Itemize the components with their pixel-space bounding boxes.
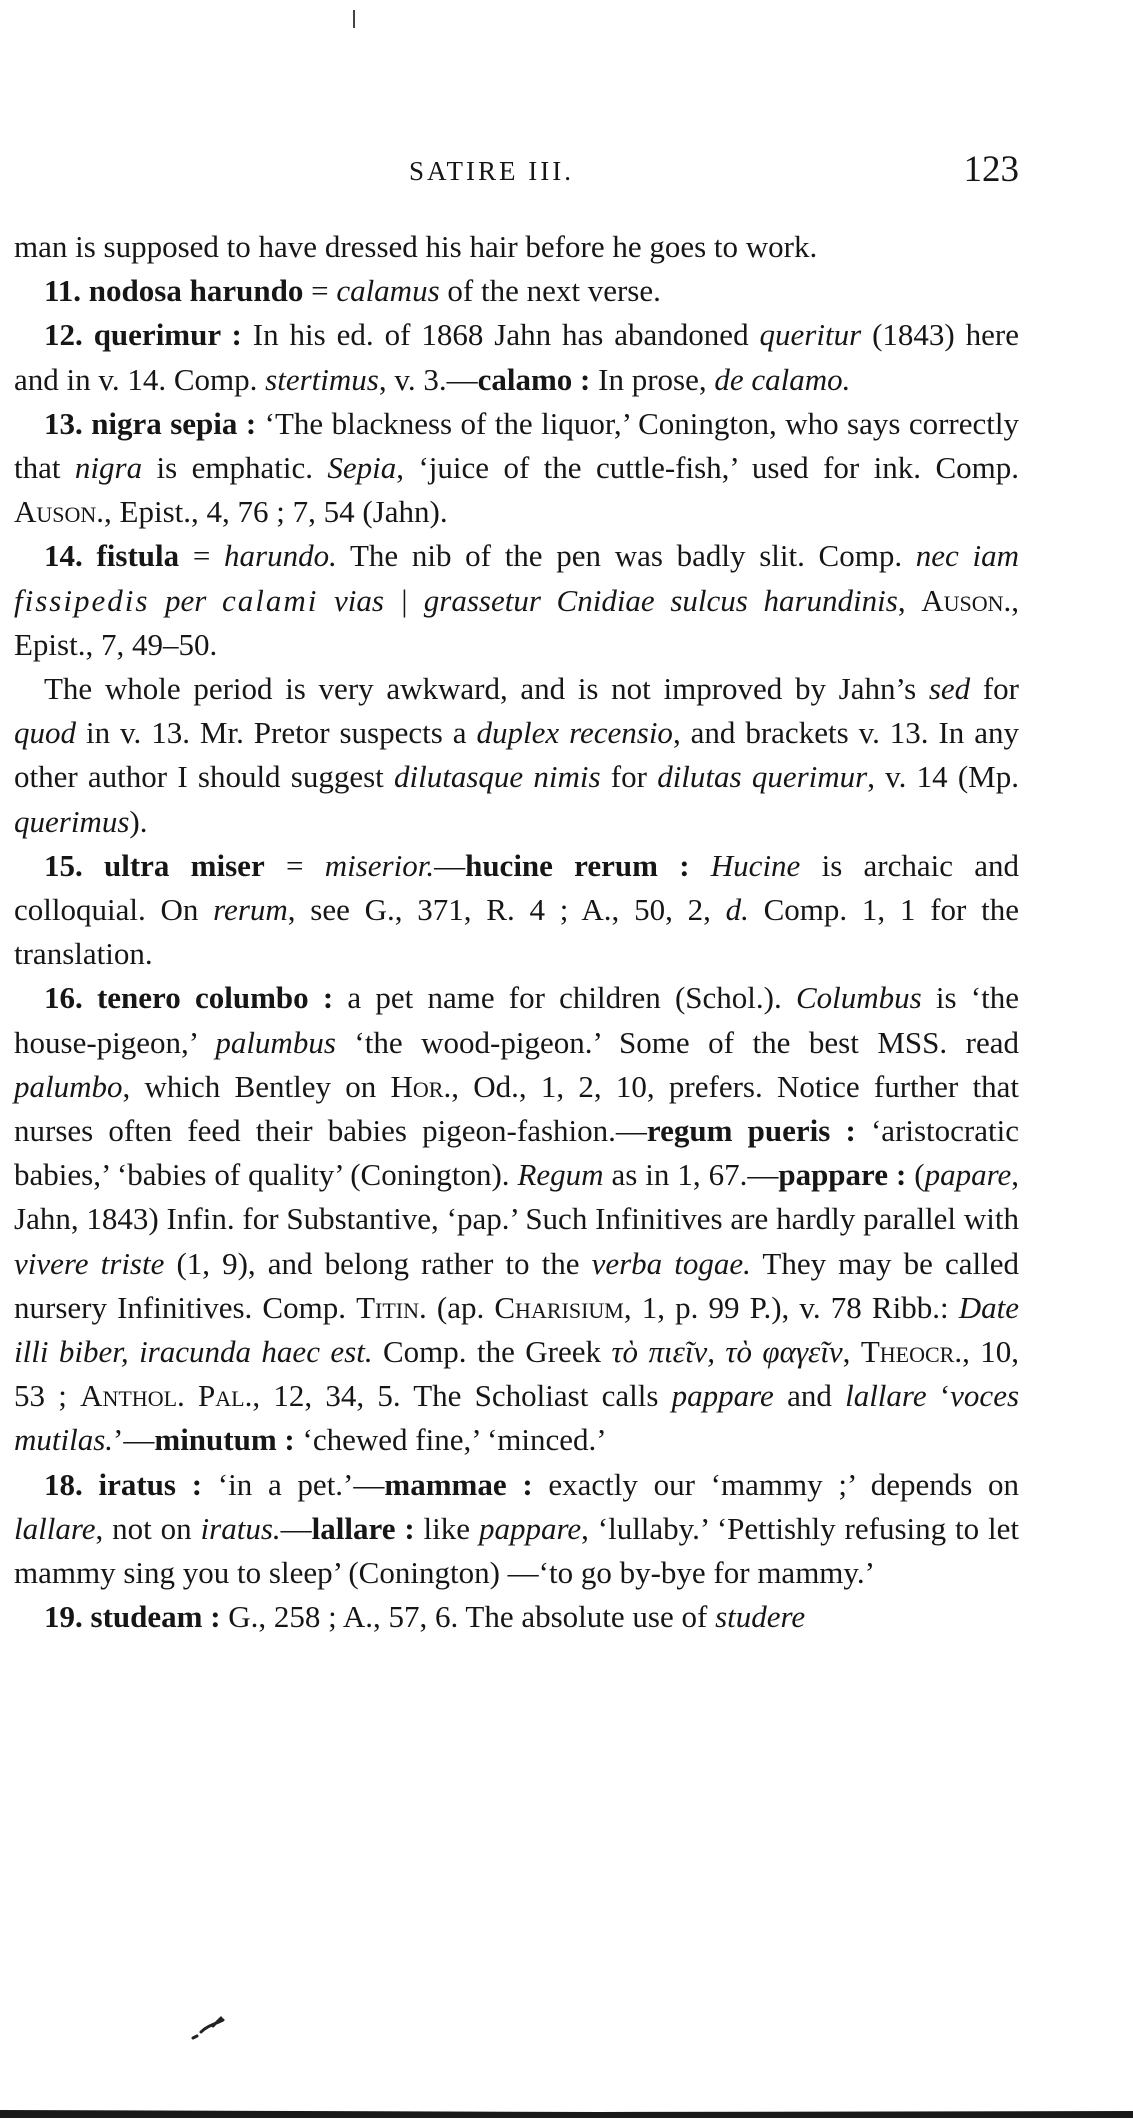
text-run: , 1, p. 99 P.), v. 78 Ribb.: (623, 1289, 959, 1325)
italic-text: calamus (336, 273, 440, 309)
text-run: (1, 9), and belong rather to the (164, 1245, 592, 1281)
italic-text: Sepia (327, 450, 397, 486)
text-run: , which Bentley on (122, 1068, 391, 1104)
text-run: , see G., 371, R. 4 ; A., 50, 2, (287, 892, 726, 928)
italic-text: dilutas querimur (657, 759, 868, 795)
text-run: In his ed. of 1868 Jahn has abandoned (241, 317, 760, 353)
running-title: SATIRE III. (409, 156, 574, 186)
note-number: 14. (44, 538, 83, 574)
small-caps-text: Auson. (921, 582, 1012, 618)
italic-text: palumbo (14, 1068, 123, 1104)
text-run: , v. 3.— (378, 361, 478, 397)
text-run: ). (129, 803, 148, 839)
text-run: , (842, 1334, 861, 1370)
text-run (83, 980, 97, 1015)
italic-text: dilutasque nimis (394, 759, 601, 795)
text-run: (ap. (426, 1289, 495, 1325)
text-run: (1843) here and in v. 14. Comp. (14, 317, 1019, 397)
note-14 (14, 534, 1019, 667)
text-run: ’— (113, 1422, 155, 1458)
italic-text: studere (715, 1599, 806, 1635)
text-run: = (303, 273, 337, 309)
text-run: , (897, 582, 922, 618)
text-run: and (773, 1378, 846, 1414)
note-15 (14, 844, 1019, 977)
text-run: = (179, 538, 225, 574)
text-run (83, 1467, 99, 1502)
italic-text: de calamo. (714, 361, 851, 397)
text-run: like (414, 1510, 479, 1546)
italic-text: Columbus (795, 980, 922, 1016)
text-run: , ‘juice of the cuttle-fish,’ used for ink. Comp. (396, 450, 1019, 486)
text-run: = (264, 847, 325, 883)
text-run: exactly our ‘mammy ;’ depends on (532, 1466, 1020, 1502)
lemma: calamo : (477, 361, 591, 397)
note-18 (14, 1463, 1019, 1596)
text-run: , Od., 1, 2, 10, prefers. Notice further that nurses often feed their babies pigeon-fashion.— (14, 1068, 1019, 1149)
italic-text: vivere triste (14, 1245, 165, 1281)
text-run: , 12, 34, 5. The Scholiast calls (252, 1378, 672, 1414)
lemma: lallare : (311, 1510, 415, 1546)
italic-text: pappare (671, 1378, 774, 1414)
small-caps-text: Auson. (14, 494, 105, 530)
text-run: , not on (95, 1510, 201, 1546)
text-run: — (434, 847, 466, 883)
text-run: ‘aristocratic babies,’ ‘babies of quality’ (Conington). (14, 1113, 1019, 1193)
paragraph-period-remark (14, 667, 1019, 844)
text-run: Comp. 1, 1 for the translation. (14, 892, 1019, 972)
italic-text: vias | grassetur Cnidiae sulcus harundinis (318, 582, 898, 618)
small-caps-text: Titin. (356, 1289, 427, 1325)
small-caps-text: Hor. (390, 1068, 452, 1104)
note-11 (14, 269, 1019, 313)
italic-text: nigra (74, 450, 143, 486)
text-run: ( (906, 1157, 925, 1193)
text-run: ‘The blackness of the liquor,’ Conington, who says correctly that (14, 405, 1020, 486)
text-run: , and brackets v. 13. In any other author I should suggest (14, 715, 1020, 795)
small-caps-text: Anthol. Pal. (80, 1378, 253, 1414)
text-run: , Epist., 4, 76 ; 7, 54 (Jahn). (104, 494, 448, 530)
lemma: tenero columbo : (96, 980, 334, 1016)
small-caps-text: Theocr. (860, 1334, 963, 1370)
paragraph-continuation (14, 225, 1019, 269)
text-run (81, 273, 89, 308)
lemma: pappare : (778, 1157, 907, 1193)
note-number: 19. (44, 1599, 83, 1635)
commentary-text (14, 225, 1019, 1640)
italic-text: Regum (517, 1157, 604, 1193)
italic-text: nec iam (915, 538, 1019, 574)
note-19 (14, 1595, 1019, 1639)
text-run: for (600, 759, 658, 795)
note-number: 12. (44, 317, 83, 353)
italic-text: papare (924, 1157, 1012, 1193)
text-run (83, 317, 94, 352)
text-run: The nib of the pen was badly slit. Comp. (336, 538, 916, 574)
italic-text: lallare (845, 1378, 927, 1414)
italic-text: rerum (213, 892, 288, 928)
text-run: a pet name for children (Schol.). (333, 980, 796, 1016)
italic-text: querimus (14, 803, 130, 839)
lemma: hucine rerum : (465, 847, 690, 883)
text-run: — (280, 1510, 312, 1546)
text-run: , Epist., 7, 49–50. (14, 582, 1020, 662)
text-run: ‘ (926, 1378, 951, 1414)
text-run: as in 1, 67.— (603, 1157, 779, 1193)
text-run: In prose, (590, 361, 715, 397)
lemma: regum pueris : (646, 1113, 856, 1149)
lemma: nodosa harundo (88, 273, 304, 309)
note-12 (14, 313, 1019, 401)
note-number: 16. (44, 980, 83, 1016)
note-16 (14, 976, 1019, 1462)
text-run: for (970, 671, 1019, 707)
text-run: ‘in a pet.’— (202, 1466, 385, 1502)
italic-text: harundo. (224, 538, 337, 574)
italic-text: iratus. (200, 1510, 281, 1546)
lemma: nigra sepia : (91, 405, 257, 441)
text-run: is archaic and colloquial. On (14, 847, 1019, 928)
italic-text: stertimus (265, 361, 379, 397)
text-run: in v. 13. Mr. Pretor suspects a (76, 715, 477, 751)
text-run (83, 538, 97, 573)
ink-flourish (191, 2012, 227, 2042)
note-number: 11. (44, 273, 82, 309)
italic-text: pappare (478, 1510, 582, 1546)
lemma: iratus : (98, 1466, 203, 1502)
small-caps-text: Charisium (494, 1289, 624, 1325)
italic-text: verba togae. (591, 1245, 751, 1281)
italic-text: fissipedis (14, 582, 150, 618)
italic-text: per (149, 582, 223, 618)
italic-text: queritur (759, 317, 862, 353)
italic-text: sed (928, 671, 971, 707)
note-13 (14, 402, 1019, 535)
lemma: mammae : (384, 1466, 533, 1502)
italic-text: Hucine (710, 847, 801, 883)
note-number: 13. (44, 405, 83, 441)
note-number: 15. (44, 847, 83, 883)
text-run: of the next verse. (439, 273, 661, 309)
italic-text: miserior. (324, 847, 435, 883)
greek-text: τὸ πιεῖν, τὸ φαγεῖν (611, 1334, 843, 1370)
italic-text: calami (222, 582, 319, 618)
margin-mark (353, 10, 355, 28)
text-run (83, 406, 91, 441)
lemma: ultra miser (104, 847, 265, 883)
text-run: , ‘lullaby.’ ‘Pettishly refusing to let mammy sing you to sleep’ (Conington) —‘to go by-bye for mammy.’ (14, 1510, 1019, 1591)
text-run: ‘chewed fine,’ ‘minced.’ (294, 1422, 607, 1458)
lemma: querimur : (93, 317, 242, 353)
text-run (83, 1599, 91, 1634)
lemma: fistula (96, 538, 180, 574)
italic-text: d. (725, 892, 749, 928)
text-run: The whole period is very awkward, and is not improved by Jahn’s (44, 671, 929, 707)
text-run: man is supposed to have dressed his hair before he goes to work. (14, 229, 818, 264)
text-run: is emphatic. (142, 450, 328, 486)
page-header (14, 148, 1019, 192)
page-number: 123 (963, 149, 1019, 190)
text-run: is ‘the house-pigeon,’ (14, 980, 1019, 1060)
italic-text: quod (14, 715, 76, 751)
text-run: G., 258 ; A., 57, 6. The absolute use of (220, 1599, 716, 1635)
text-run: They may be called nursery Infinitives. Comp. (14, 1245, 1019, 1325)
italic-text: voces mutilas. (14, 1378, 1020, 1458)
italic-text: duplex recensio (476, 715, 673, 751)
text-run (83, 848, 104, 883)
text-run: , v. 14 (Mp. (867, 759, 1019, 795)
text-run: Comp. the Greek (372, 1334, 612, 1370)
text-run: ‘the wood-pigeon.’ Some of the best MSS. read (335, 1024, 1019, 1060)
page-bottom-edge (0, 2106, 1133, 2118)
lemma: studeam : (90, 1599, 221, 1635)
text-run: , Jahn, 1843) Infin. for Substantive, ‘pap.’ Such Infinitives are hardly parallel with (14, 1157, 1020, 1237)
italic-text: lallare (14, 1510, 96, 1546)
book-page (14, 0, 1019, 2126)
note-number: 18. (44, 1466, 83, 1502)
text-run (690, 848, 711, 883)
italic-text: palumbus (215, 1024, 336, 1060)
lemma: minutum : (154, 1422, 295, 1458)
text-run: , 10, 53 ; (14, 1334, 1020, 1414)
italic-text: Date illi biber, iracunda haec est. (14, 1289, 1019, 1370)
